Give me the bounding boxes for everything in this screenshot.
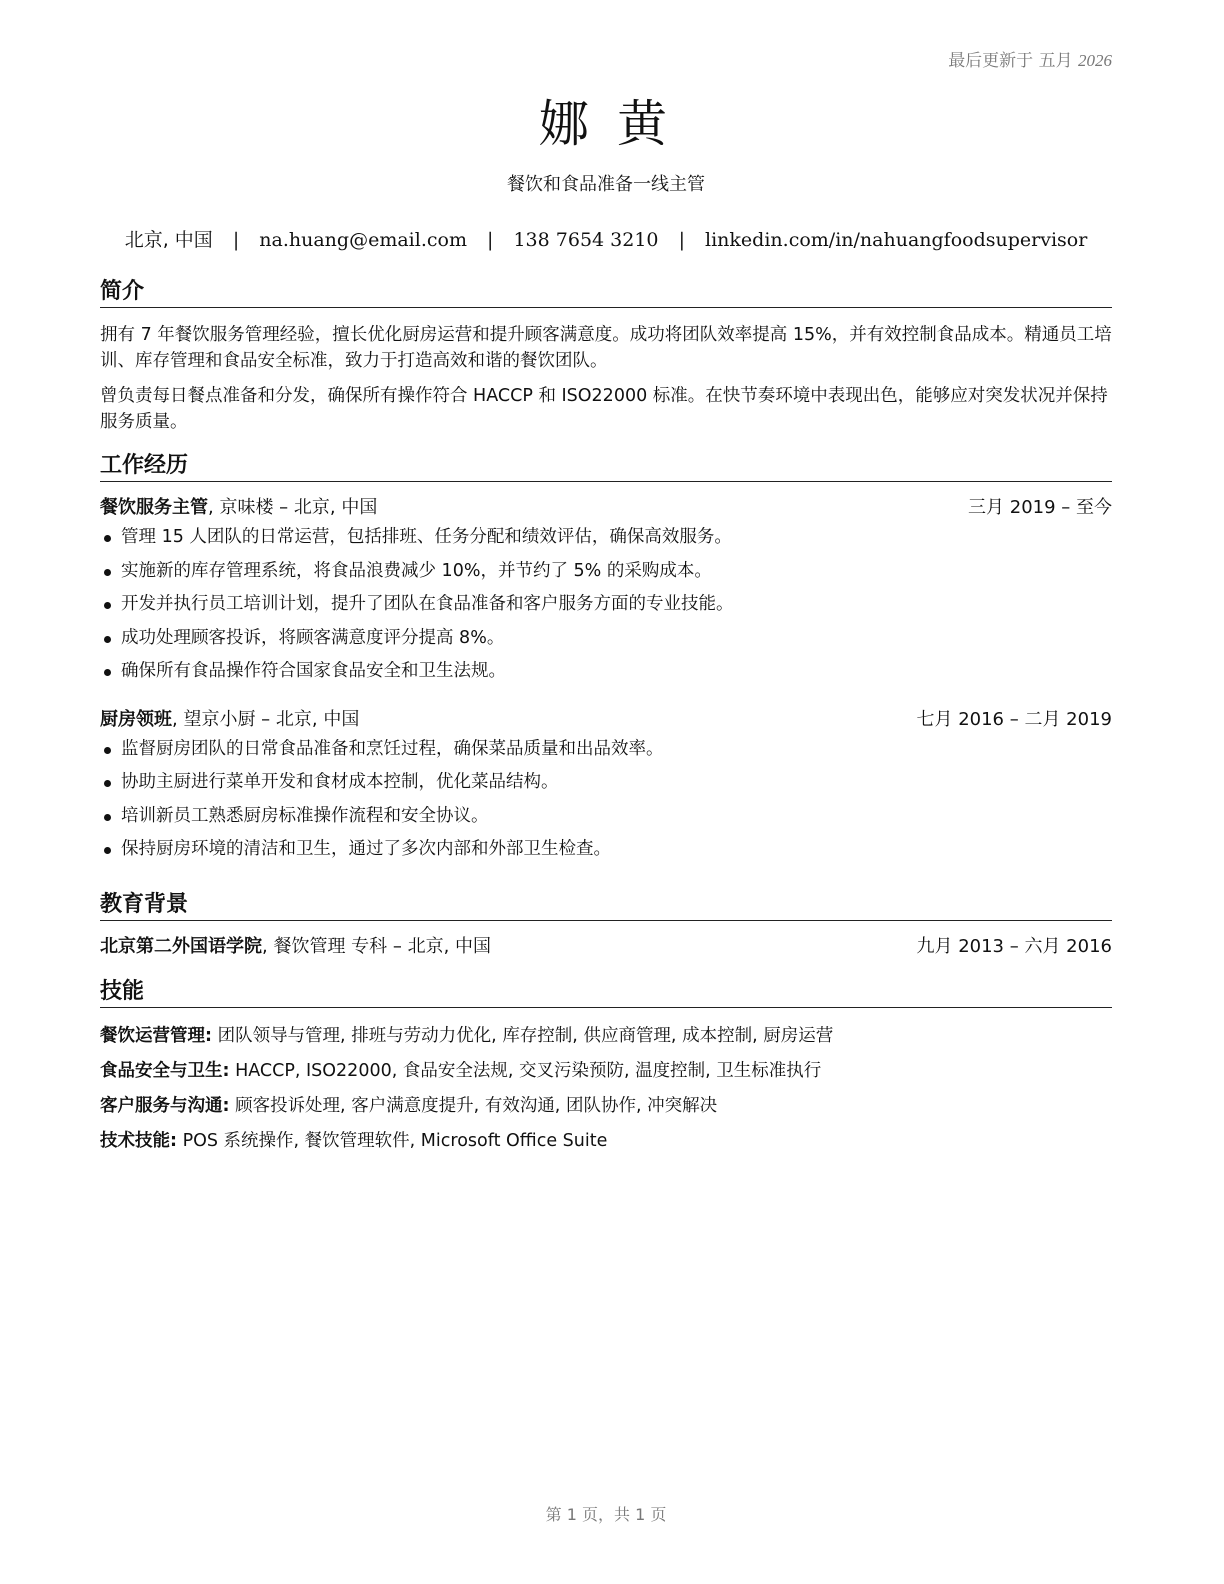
skill-row — [100, 1089, 1112, 1124]
education-detail: , 餐饮管理 专科 – 北京, 中国 — [262, 936, 492, 957]
job-header — [100, 495, 1112, 521]
skill-row — [100, 1124, 1112, 1159]
list-item: 监督厨房团队的日常食品准备和烹饪过程，确保菜品质量和出品效率。 — [100, 733, 1112, 767]
job-dates: 七月 2016 – 二月 2019 — [916, 708, 1112, 730]
job-org: , 京味楼 – 北京, 中国 — [208, 497, 378, 518]
education-heading: 教育背景 — [100, 891, 1112, 921]
contact-linkedin[interactable]: linkedin.com/in/nahuangfoodsupervisor — [705, 229, 1088, 251]
skill-value: 顾客投诉处理, 客户满意度提升, 有效沟通, 团队协作, 冲突解决 — [229, 1096, 718, 1116]
list-item: 管理 15 人团队的日常运营，包括排班、任务分配和绩效评估，确保高效服务。 — [100, 521, 1112, 555]
skill-label: 客户服务与沟通: — [100, 1096, 230, 1116]
job-title-line — [100, 495, 377, 521]
contact-separator: | — [232, 229, 240, 251]
contact-separator: | — [678, 229, 685, 251]
skill-row — [100, 1019, 1112, 1054]
resume-page — [100, 0, 1112, 1584]
skill-label: 技术技能: — [100, 1131, 177, 1151]
last-updated — [948, 46, 1112, 71]
contact-separator: | — [487, 229, 494, 251]
education-section — [100, 891, 1112, 960]
job-role: 餐饮服务主管 — [100, 497, 208, 518]
education-line — [100, 934, 491, 960]
job-bullets — [100, 521, 1112, 689]
updated-label: 最后更新于 五月 — [948, 51, 1073, 71]
summary-paragraph: 曾负责每日餐点准备和分发，确保所有操作符合 HACCP 和 ISO22000 标准。在快节奏环境中表现出色，能够应对突发状况并保持服务质量。 — [100, 386, 1108, 432]
job-title-line — [100, 707, 359, 733]
summary-section — [100, 278, 1112, 435]
skill-value: HACCP, ISO22000, 食品安全法规, 交叉污染预防, 温度控制, 卫生标准执行 — [229, 1061, 822, 1081]
school-name: 北京第二外国语学院 — [100, 936, 262, 957]
skill-value: 团队领导与管理, 排班与劳动力优化, 库存控制, 供应商管理, 成本控制, 厨房运营 — [212, 1026, 834, 1046]
list-item: 实施新的库存管理系统，将食品浪费减少 10%，并节约了 5% 的采购成本。 — [100, 555, 1112, 589]
summary-paragraph: 拥有 7 年餐饮服务管理经验，擅长优化厨房运营和提升顾客满意度。成功将团队效率提高 15%，并有效控制食品成本。精通员工培训、库存管理和食品安全标准，致力于打造高效和谐的餐饮团队。 — [100, 325, 1112, 371]
job-bullets — [100, 733, 1112, 867]
skills-list — [100, 1019, 1112, 1159]
list-item: 开发并执行员工培训计划，提升了团队在食品准备和客户服务方面的专业技能。 — [100, 588, 1112, 622]
job-role: 厨房领班 — [100, 708, 172, 730]
job-org: , 望京小厨 – 北京, 中国 — [172, 708, 360, 730]
skills-section — [100, 978, 1112, 1159]
list-item: 培训新员工熟悉厨房标准操作流程和安全协议。 — [100, 800, 1112, 834]
skills-heading: 技能 — [100, 978, 1112, 1008]
list-item: 保持厨房环境的清洁和卫生，通过了多次内部和外部卫生检查。 — [100, 833, 1112, 867]
contact-email[interactable]: na.huang@email.com — [259, 229, 467, 251]
education-entry — [100, 934, 1112, 960]
job-header — [100, 707, 1112, 733]
page-number: 第 1 页，共 1 页 — [545, 1505, 667, 1524]
candidate-name: 娜 黄 — [539, 95, 673, 153]
contact-phone: 138 7654 3210 — [513, 229, 659, 251]
skill-label: 餐饮运营管理: — [100, 1026, 212, 1046]
experience-heading: 工作经历 — [100, 452, 1112, 482]
list-item: 协助主厨进行菜单开发和食材成本控制，优化菜品结构。 — [100, 766, 1112, 800]
contact-line — [100, 225, 1112, 252]
updated-year: 2026 — [1078, 51, 1112, 70]
skill-row — [100, 1054, 1112, 1089]
list-item: 确保所有食品操作符合国家食品安全和卫生法规。 — [100, 655, 1112, 689]
list-item: 成功处理顾客投诉，将顾客满意度评分提高 8%。 — [100, 622, 1112, 656]
experience-section — [100, 452, 1112, 867]
summary-heading: 简介 — [100, 278, 1112, 308]
job-dates: 三月 2019 – 至今 — [968, 497, 1112, 518]
candidate-subtitle: 餐饮和食品准备一线主管 — [507, 174, 705, 195]
skill-label: 食品安全与卫生: — [100, 1061, 230, 1081]
contact-location: 北京, 中国 — [124, 229, 213, 251]
education-dates: 九月 2013 – 六月 2016 — [916, 936, 1112, 957]
skill-value: POS 系统操作, 餐饮管理软件, Microsoft Office Suite — [177, 1131, 608, 1151]
